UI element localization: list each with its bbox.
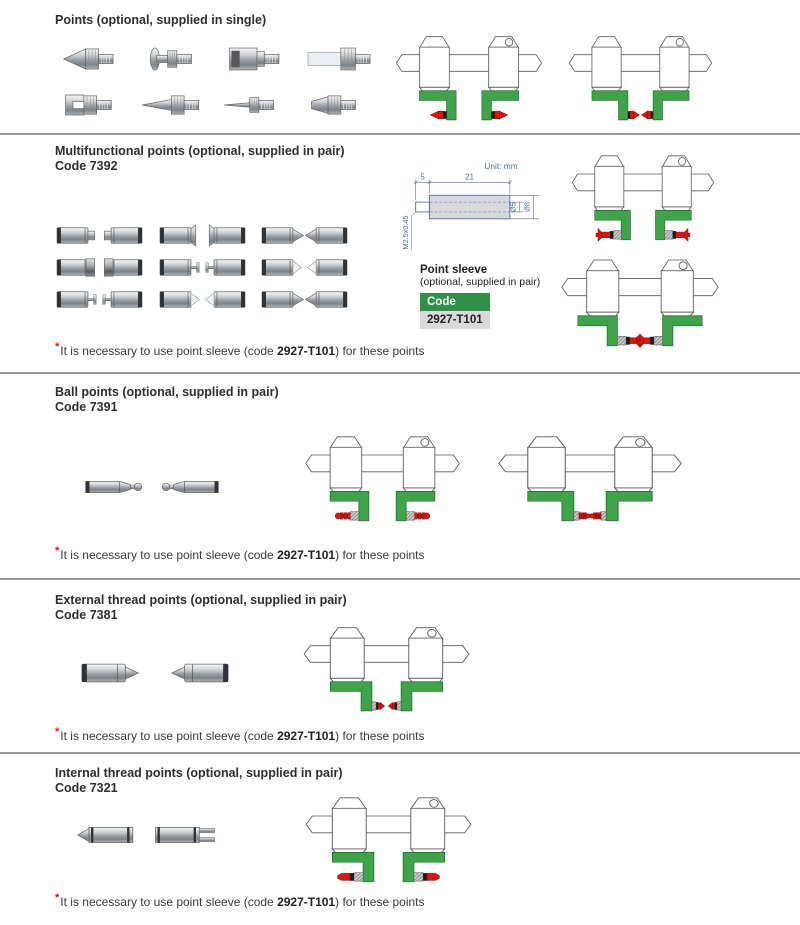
footnote — [55, 341, 425, 358]
diagram-external-thread-points — [298, 618, 475, 715]
point-sleeve-box — [420, 264, 540, 329]
footnote-code: 2927-T101 — [277, 548, 336, 562]
ball-point-pair-photo — [82, 472, 222, 502]
point-photo-disc — [137, 38, 213, 80]
footnote — [55, 726, 425, 743]
point-photo-blade — [301, 38, 377, 80]
multifunctional-points-gallery — [52, 222, 354, 313]
svg-text:M2.5x0.45: M2.5x0.45 — [400, 215, 410, 250]
footnote-text: It is necessary to use point sleeve (code — [60, 895, 278, 909]
footnote-text-end: ) for these points — [335, 895, 425, 909]
point-photo-thin-needle — [219, 84, 295, 126]
diagram-ball-points-outward — [300, 427, 465, 525]
point-pair-photo-pin — [155, 254, 250, 281]
point-pair-photo-vee — [155, 286, 250, 313]
points-gallery — [55, 38, 377, 126]
footnote-code: 2927-T101 — [277, 895, 336, 909]
footnote-text-end: ) for these points — [335, 548, 425, 562]
section-4-code: Code 7381 — [55, 608, 118, 623]
footnote — [55, 545, 425, 562]
footnote-asterisk: * — [55, 545, 60, 557]
code-table-header: Code — [420, 293, 490, 311]
point-sleeve-dimension-drawing — [400, 156, 552, 262]
point-sleeve-code-table — [420, 293, 490, 329]
svg-text:21: 21 — [465, 172, 474, 182]
section-2-title — [55, 144, 345, 175]
point-pair-photo-vee — [257, 254, 352, 281]
section-5-title-text: Internal thread points (optional, supplied in pair) — [55, 766, 343, 780]
point-pair-photo-cone — [257, 286, 352, 313]
point-sleeve-subtitle: (optional, supplied in pair) — [420, 276, 541, 288]
instrument-drawing — [564, 27, 717, 124]
external-thread-point-pair-photo — [76, 656, 234, 690]
point-pair-photo-nut — [52, 254, 147, 281]
point-sleeve-title: Point sleeve — [420, 264, 488, 276]
point-pair-photo-cone — [257, 222, 352, 249]
instrument-drawing — [492, 427, 688, 525]
instrument-drawing — [300, 427, 465, 525]
footnote-asterisk: * — [55, 341, 60, 353]
divider — [0, 752, 800, 754]
point-photo-socket — [219, 38, 295, 80]
diagram-internal-thread-points — [300, 788, 477, 886]
footnote-text: It is necessary to use point sleeve (code — [60, 548, 278, 562]
point-photo-needle — [137, 84, 213, 126]
section-3-title-text: Ball points (optional, supplied in pair) — [55, 385, 279, 399]
footnote-code: 2927-T101 — [277, 344, 336, 358]
point-pair-photo-pin — [52, 286, 147, 313]
ball-points-photo — [82, 472, 222, 502]
svg-text:5: 5 — [420, 172, 425, 182]
instrument-drawing — [391, 27, 547, 124]
footnote-text-end: ) for these points — [335, 344, 425, 358]
diagram-points-outward — [391, 27, 547, 124]
diagram-points-inward — [564, 27, 717, 124]
external-thread-points-photo — [76, 656, 234, 690]
diagram-multifunctional-outward — [567, 146, 719, 244]
instrument-drawing — [567, 146, 719, 244]
code-table-value: 2927-T101 — [420, 311, 490, 329]
instrument-drawing — [298, 618, 475, 715]
section-2-title-text: Multifunctional points (optional, supplied in pair) — [55, 144, 345, 158]
point-pair-photo-flange — [155, 222, 250, 249]
section-4-title-text: External thread points (optional, supplied in pair) — [55, 593, 347, 607]
footnote-asterisk: * — [55, 892, 60, 904]
instrument-drawing — [300, 788, 477, 886]
point-pair-photo-step — [52, 222, 147, 249]
divider — [0, 372, 800, 374]
diagram-ball-points-inward — [492, 427, 688, 525]
section-2-code: Code 7392 — [55, 159, 118, 174]
svg-text:Ø8: Ø8 — [522, 202, 532, 212]
point-photo-chisel — [301, 84, 377, 126]
section-3-title — [55, 385, 279, 416]
divider — [0, 578, 800, 580]
section-1-title-text: Points (optional, supplied in single) — [55, 13, 267, 27]
internal-thread-point-pair-photo — [72, 818, 224, 852]
footnote — [55, 892, 425, 909]
footnote-code: 2927-T101 — [277, 729, 336, 743]
point-photo-hook — [55, 84, 131, 126]
footnote-text: It is necessary to use point sleeve (code — [60, 344, 278, 358]
footnote-asterisk: * — [55, 726, 60, 738]
instrument-drawing — [556, 250, 724, 350]
internal-thread-points-photo — [72, 818, 224, 852]
section-1-title — [55, 13, 266, 28]
section-5-code: Code 7321 — [55, 781, 118, 796]
diagram-multifunctional-inward — [556, 250, 724, 350]
svg-text:Unit: mm: Unit: mm — [484, 160, 518, 171]
footnote-text: It is necessary to use point sleeve (code — [60, 729, 278, 743]
point-photo-cone — [55, 38, 131, 80]
dimension-drawing — [400, 156, 552, 262]
footnote-text-end: ) for these points — [335, 729, 425, 743]
section-3-code: Code 7391 — [55, 400, 118, 415]
svg-text:Ø5: Ø5 — [508, 202, 518, 212]
divider — [0, 133, 800, 135]
